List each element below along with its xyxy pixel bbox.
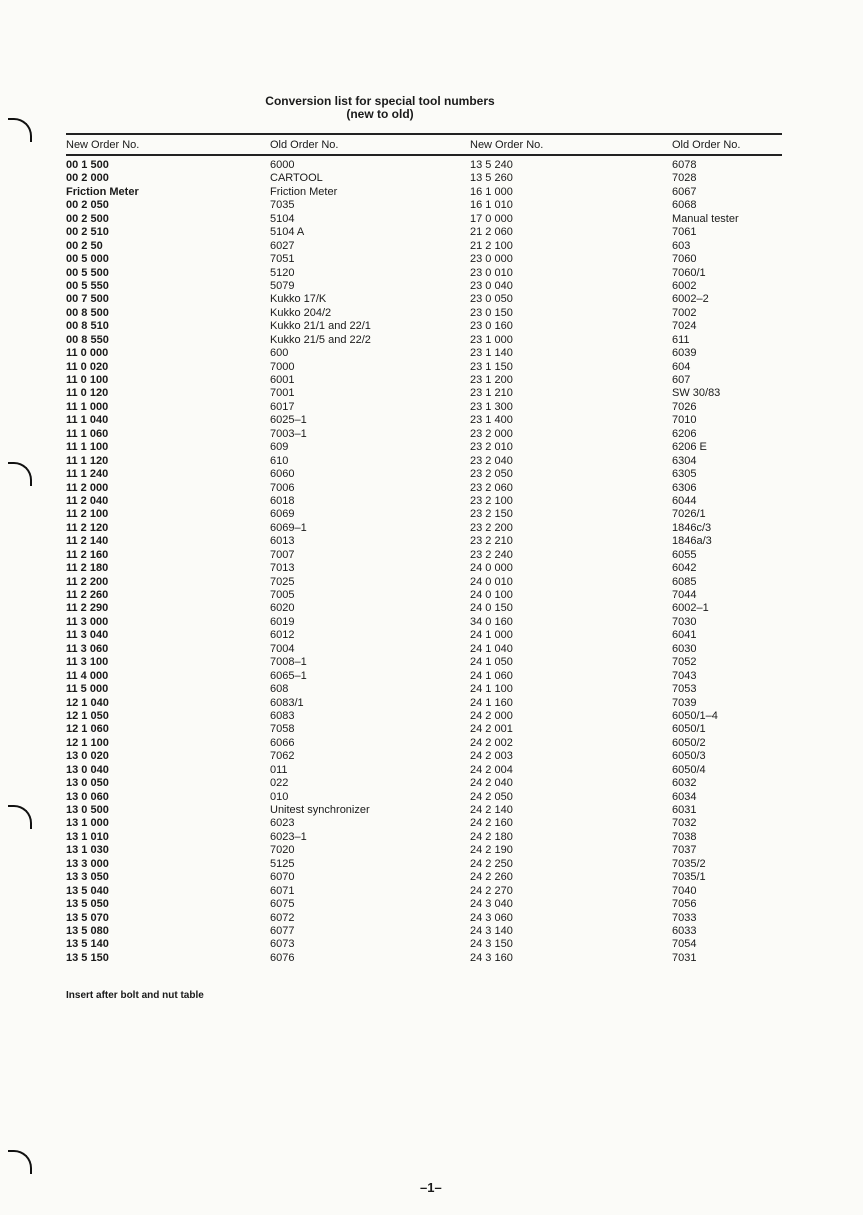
table-cell: 6017 xyxy=(270,400,295,413)
title-line-1: Conversion list for special tool numbers xyxy=(265,94,495,108)
table-cell: 6039 xyxy=(672,347,697,360)
table-cell: 6033 xyxy=(672,924,697,937)
table-cell: 7040 xyxy=(672,884,697,897)
table-cell: 11 2 180 xyxy=(66,562,109,575)
table-cell: 23 1 150 xyxy=(470,360,513,373)
table-cell: 24 2 040 xyxy=(470,777,513,790)
table-cell: 6066 xyxy=(270,736,295,749)
table-cell: 13 3 050 xyxy=(66,871,109,884)
table-cell: 6078 xyxy=(672,159,697,171)
table-cell: 23 0 000 xyxy=(470,253,513,266)
table-cell: 6031 xyxy=(672,804,697,816)
table-cell: 6060 xyxy=(270,468,295,481)
table-cell: 24 2 180 xyxy=(470,830,513,843)
table-cell: 23 0 150 xyxy=(470,306,513,319)
table-cell: CARTOOL xyxy=(270,172,323,185)
table-cell: 7026/1 xyxy=(672,508,706,521)
table-cell: 7053 xyxy=(672,683,697,696)
table-cell: 7002 xyxy=(672,306,697,319)
table-cell: 00 5 550 xyxy=(66,279,109,292)
table-cell: 00 2 510 xyxy=(66,226,109,239)
table-cell: SW 30/83 xyxy=(672,387,721,400)
table-cell: 13 5 080 xyxy=(66,924,109,937)
table-cell: 11 3 060 xyxy=(66,642,109,655)
table-cell: 7008–1 xyxy=(270,656,307,669)
table-cell: 00 7 500 xyxy=(66,293,109,306)
table-cell: 6002 xyxy=(672,279,697,292)
table-cell: 13 5 260 xyxy=(470,172,513,185)
table-cell: 24 0 000 xyxy=(470,562,513,575)
table-cell: 6072 xyxy=(270,911,295,924)
table-cell: 16 1 000 xyxy=(470,185,513,198)
table-cell: 6069–1 xyxy=(270,521,307,534)
table-cell: 6050/4 xyxy=(672,763,706,776)
table-cell: 7010 xyxy=(672,414,697,427)
table-cell: 7035 xyxy=(270,199,295,212)
table-cell: 24 3 150 xyxy=(470,938,513,951)
table-cell: 5120 xyxy=(270,266,295,279)
table-cell: 6206 E xyxy=(672,441,707,454)
table-cell: 00 8 510 xyxy=(66,320,109,333)
table-cell: 24 1 060 xyxy=(470,669,513,682)
table-cell: 13 5 140 xyxy=(66,938,109,951)
table-cell: 13 1 000 xyxy=(66,817,109,830)
table-cell: 16 1 010 xyxy=(470,199,513,212)
table-cell: 6073 xyxy=(270,938,295,951)
table-cell: 24 0 010 xyxy=(470,575,513,588)
table-cell: 610 xyxy=(270,454,289,467)
table-cell: 609 xyxy=(270,441,289,454)
table-cell: 24 2 190 xyxy=(470,844,513,857)
table-cell: 13 5 040 xyxy=(66,884,109,897)
table-cell: 11 2 290 xyxy=(66,602,109,615)
table-cell: 6068 xyxy=(672,199,697,212)
table-cell: 11 2 200 xyxy=(66,575,109,588)
table-cell: 24 1 050 xyxy=(470,656,513,669)
table-cell: 11 1 040 xyxy=(66,414,109,427)
table-cell: 7033 xyxy=(672,911,697,924)
table-cell: 6018 xyxy=(270,494,295,507)
table-cell: 11 2 140 xyxy=(66,535,109,548)
table-cell: 7020 xyxy=(270,844,295,857)
table-cell: 23 2 200 xyxy=(470,521,513,534)
table-cell: 24 0 100 xyxy=(470,589,513,601)
table-cell: 13 5 150 xyxy=(66,951,109,964)
table-cell: 13 3 000 xyxy=(66,857,109,870)
table-cell: 7062 xyxy=(270,750,295,763)
table-cell: 24 3 140 xyxy=(470,924,513,937)
table-cell: 6055 xyxy=(672,548,697,561)
table-cell: Kukko 17/K xyxy=(270,293,327,306)
table-cell: 7037 xyxy=(672,844,697,857)
table-cell: 11 1 100 xyxy=(66,441,109,454)
table-cell: 7038 xyxy=(672,830,697,843)
footnote: Insert after bolt and nut table xyxy=(66,990,204,1001)
header-new-order-1: New Order No. xyxy=(66,139,140,151)
table-cell: 1846a/3 xyxy=(672,535,712,548)
table-cell: 11 0 100 xyxy=(66,374,109,386)
table-cell: 11 1 060 xyxy=(66,427,109,440)
table-cell: 7054 xyxy=(672,938,697,951)
table-cell: 7044 xyxy=(672,589,697,601)
table-cell: 7025 xyxy=(270,575,295,588)
page-number: –1– xyxy=(420,1180,442,1195)
binder-hole-mark xyxy=(8,462,32,486)
table-cell: 00 8 500 xyxy=(66,306,109,319)
table-cell: 11 2 100 xyxy=(66,508,109,521)
table-cell: 24 0 150 xyxy=(470,602,513,615)
table-cell: 1846c/3 xyxy=(672,521,712,534)
table-cell: 7004 xyxy=(270,642,295,655)
table-cell: 23 1 300 xyxy=(470,400,513,413)
table-cell: 24 2 260 xyxy=(470,871,513,884)
table-cell: 011 xyxy=(270,763,288,776)
binder-hole-mark xyxy=(8,1150,32,1174)
table-cell: 5104 A xyxy=(270,226,305,239)
column-new-order-left xyxy=(66,159,139,965)
table-cell: 13 5 240 xyxy=(470,159,513,171)
table-cell: 5104 xyxy=(270,212,295,225)
binder-hole-mark xyxy=(8,118,32,142)
table-cell: 7030 xyxy=(672,615,697,628)
table-cell: 11 2 040 xyxy=(66,494,109,507)
table-cell: 7032 xyxy=(672,817,697,830)
table-cell: 7052 xyxy=(672,656,697,669)
table-cell: 6020 xyxy=(270,602,295,615)
table-cell: 7000 xyxy=(270,360,295,373)
table-cell: 00 1 500 xyxy=(66,159,109,171)
table-cell: 13 5 070 xyxy=(66,911,109,924)
table-cell: 13 0 050 xyxy=(66,777,109,790)
table-cell: 23 2 100 xyxy=(470,494,513,507)
table-cell: 11 1 120 xyxy=(66,454,109,467)
table-cell: Unitest synchronizer xyxy=(270,804,370,816)
table-cell: 6041 xyxy=(672,629,697,642)
table-cell: 6069 xyxy=(270,508,295,521)
table-cell: 022 xyxy=(270,777,289,790)
table-cell: 23 1 140 xyxy=(470,347,513,360)
table-cell: 6067 xyxy=(672,185,697,198)
table-cell: 12 1 050 xyxy=(66,709,109,722)
table-cell: 7028 xyxy=(672,172,697,185)
table-cell: 7056 xyxy=(672,898,697,911)
table-cell: 23 2 060 xyxy=(470,481,513,494)
table-cell: 11 2 120 xyxy=(66,521,109,534)
title-line-2: (new to old) xyxy=(346,107,414,121)
table-cell: 6077 xyxy=(270,924,295,937)
table-cell: Friction Meter xyxy=(66,185,139,198)
table-cell: 24 2 140 xyxy=(470,804,513,816)
table-cell: 6030 xyxy=(672,642,697,655)
table-cell: 13 1 030 xyxy=(66,844,109,857)
table-cell: 6032 xyxy=(672,777,697,790)
table-cell: 12 1 100 xyxy=(66,736,109,749)
table-cell: 6206 xyxy=(672,427,697,440)
table-cell: 00 8 550 xyxy=(66,333,109,346)
table-cell: 24 2 270 xyxy=(470,884,513,897)
table-cell: 11 0 120 xyxy=(66,387,109,400)
table-cell: 00 2 000 xyxy=(66,172,109,185)
table-cell: 6083 xyxy=(270,709,295,722)
table-cell: 6023 xyxy=(270,817,295,830)
page-title xyxy=(0,95,760,121)
table-cell: 7006 xyxy=(270,481,295,494)
table-cell: 24 2 160 xyxy=(470,817,513,830)
table-cell: 6044 xyxy=(672,494,697,507)
table-cell: 7060/1 xyxy=(672,266,706,279)
table-cell: 6306 xyxy=(672,481,697,494)
table-cell: 6000 xyxy=(270,159,295,171)
table-cell: 24 2 250 xyxy=(470,857,513,870)
table-cell: 24 3 040 xyxy=(470,898,513,911)
table-cell: 6027 xyxy=(270,239,295,252)
table-cell: 23 2 150 xyxy=(470,508,513,521)
table-cell: 00 5 500 xyxy=(66,266,109,279)
table-cell: 13 0 060 xyxy=(66,790,109,803)
table-cell: 13 0 020 xyxy=(66,750,109,763)
table-cell: 7060 xyxy=(672,253,697,266)
table-cell: 7024 xyxy=(672,320,697,333)
table-cell: 6013 xyxy=(270,535,295,548)
table-cell: 23 1 200 xyxy=(470,374,513,386)
table-cell: 6085 xyxy=(672,575,697,588)
table-cell: 7001 xyxy=(270,387,295,400)
table-cell: 23 0 160 xyxy=(470,320,513,333)
table-cell: 11 0 020 xyxy=(66,360,109,373)
table-cell: 11 3 000 xyxy=(66,615,109,628)
table-cell: 608 xyxy=(270,683,289,696)
column-old-order-right xyxy=(672,159,739,965)
table-cell: 6065–1 xyxy=(270,669,307,682)
table-cell: 17 0 000 xyxy=(470,212,513,225)
table-cell: 24 2 002 xyxy=(470,736,513,749)
table-cell: 6002–1 xyxy=(672,602,709,615)
table-cell: 7051 xyxy=(270,253,295,266)
table-cell: 11 4 000 xyxy=(66,669,109,682)
table-cell: 6034 xyxy=(672,790,697,803)
table-cell: Kukko 21/5 and 22/2 xyxy=(270,333,371,346)
table-cell: 21 2 100 xyxy=(470,239,513,252)
table-cell: 11 3 040 xyxy=(66,629,109,642)
table-cell: 11 0 000 xyxy=(66,347,109,360)
header-bottom-rule xyxy=(66,154,782,156)
table-cell: 6304 xyxy=(672,454,697,467)
table-cell: 23 1 400 xyxy=(470,414,513,427)
table-cell: 6001 xyxy=(270,374,295,386)
table-cell: 24 2 003 xyxy=(470,750,513,763)
table-cell: 24 3 160 xyxy=(470,951,513,964)
table-cell: 7058 xyxy=(270,723,295,736)
table-cell: 23 1 000 xyxy=(470,333,513,346)
table-cell: 5079 xyxy=(270,279,295,292)
table-cell: 24 1 100 xyxy=(470,683,513,696)
table-cell: 11 3 100 xyxy=(66,656,109,669)
column-old-order-left xyxy=(270,159,371,965)
table-cell: 611 xyxy=(672,333,690,346)
table-cell: 24 1 000 xyxy=(470,629,513,642)
table-cell: 6083/1 xyxy=(270,696,304,709)
table-cell: 11 1 240 xyxy=(66,468,109,481)
binder-hole-mark xyxy=(8,805,32,829)
table-cell: 11 1 000 xyxy=(66,400,109,413)
table-cell: 23 2 210 xyxy=(470,535,513,548)
table-cell: Kukko 204/2 xyxy=(270,306,332,319)
table-cell: 11 2 000 xyxy=(66,481,109,494)
table-cell: 24 2 004 xyxy=(470,763,513,776)
table-cell: 6019 xyxy=(270,615,295,628)
header-top-rule xyxy=(66,133,782,135)
table-cell: 24 2 050 xyxy=(470,790,513,803)
table-cell: 6070 xyxy=(270,871,295,884)
table-cell: 23 1 210 xyxy=(470,387,513,400)
table-cell: 23 2 240 xyxy=(470,548,513,561)
table-cell: 7005 xyxy=(270,589,295,601)
table-cell: 7003–1 xyxy=(270,427,307,440)
header-old-order-2: Old Order No. xyxy=(672,139,741,151)
table-cell: 7035/1 xyxy=(672,871,706,884)
table-cell: 7035/2 xyxy=(672,857,706,870)
table-cell: 6050/1–4 xyxy=(672,709,718,722)
table-cell: Friction Meter xyxy=(270,185,338,198)
table-cell: 6002–2 xyxy=(672,293,709,306)
table-cell: 13 1 010 xyxy=(66,830,109,843)
table-cell: 7061 xyxy=(672,226,697,239)
table-cell: 24 3 060 xyxy=(470,911,513,924)
table-cell: 6042 xyxy=(672,562,697,575)
table-cell: 604 xyxy=(672,360,691,373)
table-cell: 010 xyxy=(270,790,289,803)
table-cell: 7026 xyxy=(672,400,697,413)
table-cell: 6075 xyxy=(270,898,295,911)
table-cell: 7039 xyxy=(672,696,697,709)
table-cell: 5125 xyxy=(270,857,295,870)
table-cell: 13 5 050 xyxy=(66,898,109,911)
table-cell: 23 0 050 xyxy=(470,293,513,306)
table-cell: 13 0 500 xyxy=(66,804,109,816)
table-cell: 23 0 010 xyxy=(470,266,513,279)
table-cell: 00 2 050 xyxy=(66,199,109,212)
table-cell: 6076 xyxy=(270,951,295,964)
table-cell: 00 2 500 xyxy=(66,212,109,225)
table-cell: 12 1 060 xyxy=(66,723,109,736)
table-cell: 23 0 040 xyxy=(470,279,513,292)
table-cell: 24 1 160 xyxy=(470,696,513,709)
table-cell: 11 2 160 xyxy=(66,548,109,561)
table-cell: 24 2 000 xyxy=(470,709,513,722)
table-cell: 6012 xyxy=(270,629,295,642)
table-cell: Manual tester xyxy=(672,212,739,225)
table-cell: 00 2 50 xyxy=(66,239,103,252)
table-cell: 34 0 160 xyxy=(470,615,513,628)
table-cell: 7007 xyxy=(270,548,295,561)
table-cell: 6305 xyxy=(672,468,697,481)
table-cell: 12 1 040 xyxy=(66,696,109,709)
table-cell: 23 2 000 xyxy=(470,427,513,440)
table-cell: 7031 xyxy=(672,951,697,964)
table-cell: 7043 xyxy=(672,669,697,682)
table-cell: 6023–1 xyxy=(270,830,307,843)
table-cell: 607 xyxy=(672,374,691,386)
header-old-order-1: Old Order No. xyxy=(270,139,339,151)
table-cell: 6025–1 xyxy=(270,414,307,427)
table-cell: 11 2 260 xyxy=(66,589,109,601)
table-cell: 23 2 040 xyxy=(470,454,513,467)
table-cell: 13 0 040 xyxy=(66,763,109,776)
table-cell: 00 5 000 xyxy=(66,253,109,266)
table-cell: 11 5 000 xyxy=(66,683,109,696)
table-cell: 6050/2 xyxy=(672,736,706,749)
header-new-order-2: New Order No. xyxy=(470,139,544,151)
table-cell: 600 xyxy=(270,347,289,360)
table-cell: 24 1 040 xyxy=(470,642,513,655)
table-cell: 6050/1 xyxy=(672,723,706,736)
table-cell: 21 2 060 xyxy=(470,226,513,239)
table-cell: 6050/3 xyxy=(672,750,706,763)
table-cell: Kukko 21/1 and 22/1 xyxy=(270,320,371,333)
table-cell: 7013 xyxy=(270,562,295,575)
table-cell: 6071 xyxy=(270,884,295,897)
table-cell: 23 2 050 xyxy=(470,468,513,481)
table-cell: 23 2 010 xyxy=(470,441,513,454)
table-cell: 24 2 001 xyxy=(470,723,513,736)
column-new-order-right xyxy=(470,159,513,965)
table-cell: 603 xyxy=(672,239,691,252)
